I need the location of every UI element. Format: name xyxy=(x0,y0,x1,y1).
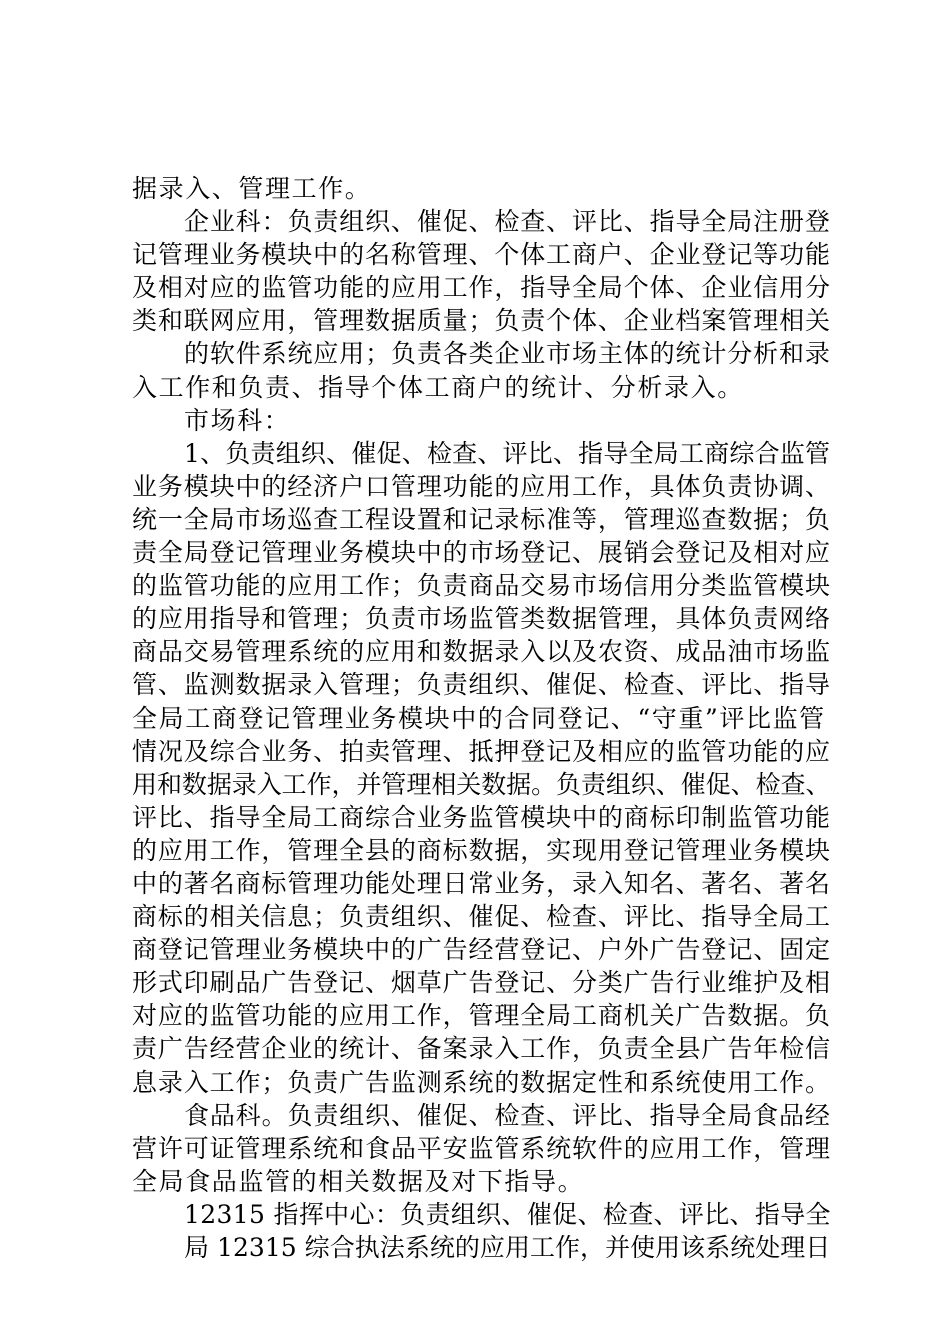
document-body xyxy=(132,172,832,1264)
text-line: 形式印刷品广告登记、烟草广告登记、分类广告行业维护及相 xyxy=(132,968,831,998)
text-line: 中的著名商标管理功能处理日常业务，录入知名、著名、著名 xyxy=(132,868,831,898)
text-line: 商标的相关信息；负责组织、催促、检查、评比、指导全局工 xyxy=(132,902,831,932)
text-line: 及相对应的监管功能的应用工作，指导全局个体、企业信用分 xyxy=(132,273,831,303)
text-line: 全局食品监管的相关数据及对下指导。 xyxy=(132,1166,585,1196)
text-line: 商登记管理业务模块中的广告经营登记、户外广告登记、固定 xyxy=(132,935,831,965)
text-line: 息录入工作；负责广告监测系统的数据定性和系统使用工作。 xyxy=(132,1067,831,1097)
text-line: 的软件系统应用；负责各类企业市场主体的统计分析和录 xyxy=(184,339,831,369)
text-line: 企业科：负责组织、催促、检查、评比、指导全局注册登 xyxy=(184,207,831,237)
text-line: 市场科： xyxy=(184,405,291,435)
text-line: 统一全局市场巡查工程设置和记录标准等，管理巡查数据；负 xyxy=(132,504,831,534)
text-line: 入工作和负责、指导个体工商户的统计、分析录入。 xyxy=(132,372,744,402)
text-line: 责全局登记管理业务模块中的市场登记、展销会登记及相对应 xyxy=(132,538,831,568)
text-line: 类和联网应用，管理数据质量；负责个体、企业档案管理相关 xyxy=(132,306,831,336)
text-line: 12315 指挥中心：负责组织、催促、检查、评比、指导全 xyxy=(184,1199,831,1229)
text-line: 管、监测数据录入管理；负责组织、催促、检查、评比、指导 xyxy=(132,670,831,700)
text-line: 的监管功能的应用工作；负责商品交易市场信用分类监管模块 xyxy=(132,571,831,601)
text-line: 营许可证管理系统和食品平安监管系统软件的应用工作，管理 xyxy=(132,1133,831,1163)
text-line: 对应的监管功能的应用工作，管理全局工商机关广告数据。负 xyxy=(132,1001,831,1031)
text-line: 食品科。负责组织、催促、检查、评比、指导全局食品经 xyxy=(184,1100,831,1130)
text-line: 1、负责组织、催促、检查、评比、指导全局工商综合监管 xyxy=(184,438,831,468)
text-line: 情况及综合业务、拍卖管理、抵押登记及相应的监管功能的应 xyxy=(132,736,831,766)
text-line: 据录入、管理工作。 xyxy=(132,174,372,203)
text-line: 责广告经营企业的统计、备案录入工作，负责全县广告年检信 xyxy=(132,1034,831,1064)
text-line: 业务模块中的经济户口管理功能的应用工作，具体负责协调、 xyxy=(132,471,831,501)
text-line: 记管理业务模块中的名称管理、个体工商户、企业登记等功能 xyxy=(132,240,831,270)
text-line: 评比、指导全局工商综合业务监管模块中的商标印制监管功能 xyxy=(132,802,831,832)
text-line: 全局工商登记管理业务模块中的合同登记、“守重”评比监管 xyxy=(132,703,826,733)
text-line: 的应用指导和管理；负责市场监管类数据管理，具体负责网络 xyxy=(132,604,831,634)
text-line: 局 12315 综合执法系统的应用工作，并使用该系统处理日 xyxy=(184,1233,831,1262)
text-line: 的应用工作，管理全县的商标数据，实现用登记管理业务模块 xyxy=(132,835,831,865)
text-line: 商品交易管理系统的应用和数据录入以及农资、成品油市场监 xyxy=(132,637,831,667)
text-line: 用和数据录入工作，并管理相关数据。负责组织、催促、检查、 xyxy=(132,769,831,799)
